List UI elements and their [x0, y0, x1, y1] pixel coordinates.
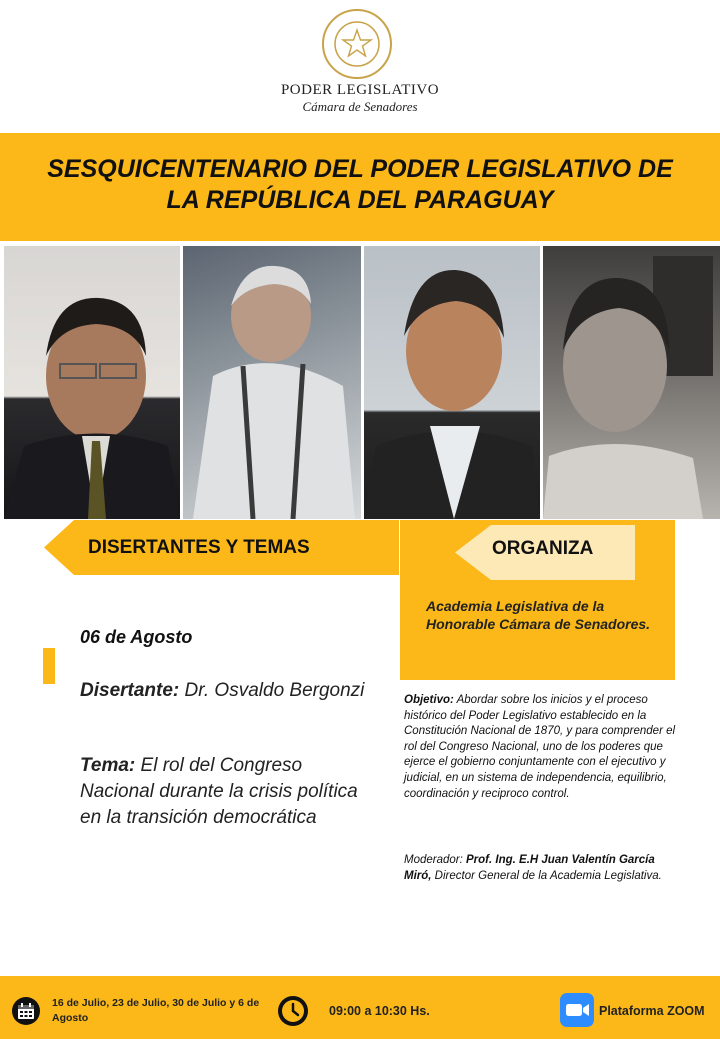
speaker-photo-4 — [543, 246, 720, 519]
zoom-logo-icon — [560, 993, 594, 1027]
portrait-4-icon — [543, 246, 720, 519]
page-title-line-1: SESQUICENTENARIO DEL PODER LEGISLATIVO DE — [47, 155, 673, 183]
topic-label: Tema: — [80, 755, 136, 776]
objective-text — [404, 693, 679, 802]
event-time: 09:00 a 10:30 Hs. — [329, 1004, 430, 1018]
page-title — [10, 154, 710, 216]
org-subname: Cámara de Senadores — [302, 99, 418, 114]
event-dates: 16 de Julio, 23 de Julio, 30 de Julio y 6 de Agosto — [52, 997, 260, 1024]
speaker-photo-1 — [4, 246, 180, 519]
moderator-label: Moderador: — [404, 854, 467, 866]
moderator-role: Director General de la Academia Legislativa. — [431, 869, 662, 882]
portrait-2-icon — [183, 246, 361, 519]
portrait-3-icon — [364, 246, 540, 519]
objective-label: Objetivo: — [404, 694, 454, 706]
page-title-line-2: LA REPÚBLICA DEL PARAGUAY — [166, 186, 554, 214]
topic-info — [80, 753, 370, 831]
moderator-text — [404, 853, 679, 884]
speaker-name: Dr. Osvaldo Bergonzi — [179, 680, 365, 701]
clock-icon — [276, 994, 310, 1028]
portrait-1-icon — [4, 246, 180, 519]
topic-text: El rol del Congreso Nacional durante la crisis política en la transición democrática — [80, 755, 358, 828]
organizer-name: Academia Legislativa de la Honorable Cámara de Senadores. — [426, 598, 651, 632]
platform-name: Plataforma ZOOM — [599, 1004, 705, 1018]
speaker-info — [80, 678, 370, 704]
disertantes-label: DISERTANTES Y TEMAS — [88, 537, 310, 558]
date-marker — [43, 648, 55, 684]
calendar-icon — [11, 996, 41, 1026]
speaker-photo-3 — [364, 246, 540, 519]
org-name: PODER LEGISLATIVO — [280, 82, 440, 98]
speaker-label: Disertante: — [80, 680, 180, 701]
speaker-photo-2 — [183, 246, 361, 519]
event-date: 06 de Agosto — [80, 627, 193, 647]
organiza-label: ORGANIZA — [492, 538, 594, 559]
objective-body: Abordar sobre los inicios y el proceso histórico del Poder Legislativo establecido en la Constitución Nacional de 1870, y para comprender el rol del Congreso Nacional, uno de los poderes que ejerce el gobierno conjuntamente con el ejecutivo y judicial, en un sistema de independencia, equilibrio, coordinación y reciproco control. — [404, 694, 676, 800]
moderator-name: Prof. Ing. E.H Juan Valentín García Miró, — [404, 854, 655, 882]
senate-seal-icon — [321, 8, 393, 80]
